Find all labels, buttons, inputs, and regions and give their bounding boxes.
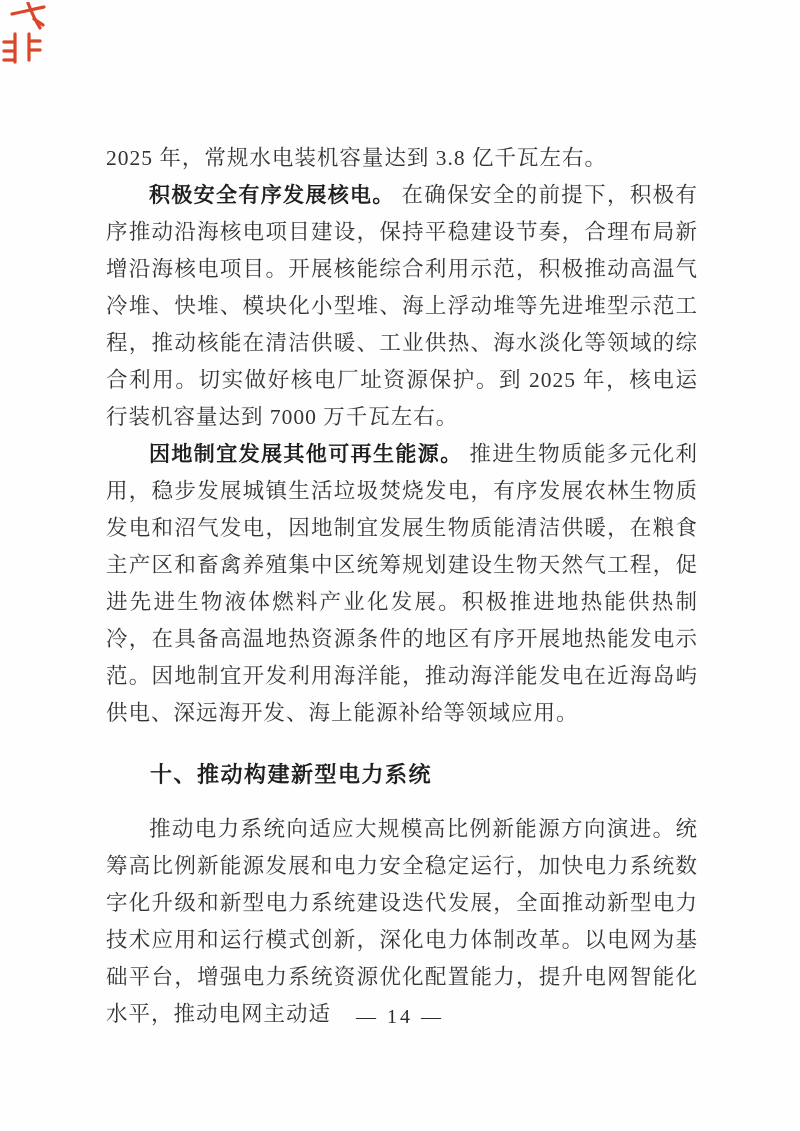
paragraph-lead-bold: 因地制宜发展其他可再生能源。 [149, 443, 463, 466]
document-body [106, 140, 698, 1033]
continuation-text: 2025 年，常规水电装机容量达到 3.8 亿千瓦左右。 [106, 146, 608, 170]
paragraph-lead-bold: 积极安全有序发展核电。 [149, 184, 395, 207]
page-number: — 14 — [356, 1006, 444, 1028]
paragraph-body-text: 推进生物质能多元化利用，稳步发展城镇生活垃圾焚烧发电，有序发展农林生物质发电和沼气发电，因地制宜发展生物质能清洁供暖，在粮食主产区和畜禽养殖集中区统筹规划建设生物天然气工程，促进先进生物液体燃料产业化发展。积极推进地热能供热制冷，在具备高温地热资源条件的地区有序开展地热能发电示范。因地制宜开发利用海洋能，推动海洋能发电在近海岛屿供电、深远海开发、海上能源补给等领域应用。 [106, 442, 698, 725]
paragraph-nuclear-power [106, 177, 698, 436]
paragraph-body-text: 在确保安全的前提下，积极有序推动沿海核电项目建设，保持平稳建设节奏，合理布局新增沿海核电项目。开展核能综合利用示范，积极推动高温气冷堆、快堆、模块化小型堆、海上浮动堆等先进堆型示范工程，推动核能在清洁供暖、工业供热、海水淡化等领域的综合利用。切实做好核电厂址资源保护。到 2025 年，核电运行装机容量达到 7000 万千瓦左右。 [106, 183, 698, 429]
paragraph-body-text: 推动电力系统向适应大规模高比例新能源方向演进。统筹高比例新能源发展和电力安全稳定运行，加快电力系统数字化升级和新型电力系统建设迭代发展，全面推动新型电力技术应用和运行模式创新，深化电力体制改革。以电网为基础平台，增强电力系统资源优化配置能力，提升电网智能化水平，推动电网主动适 [106, 817, 698, 1026]
paragraph-continuation [106, 140, 698, 177]
section-heading: 十、推动构建新型电力系统 [150, 762, 433, 787]
red-stamp-fragment-icon [2, 32, 42, 64]
paragraph-new-power-system [106, 811, 698, 1033]
red-stamp-fragment-icon [8, 2, 48, 32]
paragraph-other-renewables [106, 436, 698, 732]
